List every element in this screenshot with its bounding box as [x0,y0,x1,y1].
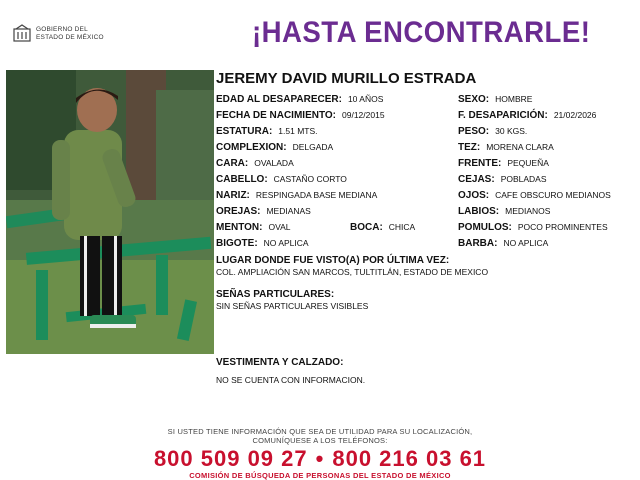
clothing-text: NO SE CUENTA CON INFORMACION. [216,375,366,385]
field-row [216,94,383,105]
field-value: OVALADA [254,158,294,168]
info-line-2: COMUNÍQUESE A LOS TELÉFONOS: [252,436,388,445]
commission-footer: COMISIÓN DE BÚSQUEDA DE PERSONAS DEL ESTADO DE MÉXICO [189,471,451,480]
field-label: CARA: [216,158,249,169]
logo-line-1: GOBIERNO DEL [36,26,88,33]
field-value: CAFE OBSCURO MEDIANOS [495,190,611,200]
field-row [458,158,549,169]
field-row [458,206,550,217]
field-label: COMPLEXION: [216,142,287,153]
field-label: BIGOTE: [216,238,258,249]
field-row [216,222,291,233]
field-label: CEJAS: [458,174,495,185]
field-row [458,190,611,201]
phone-separator: • [315,446,325,471]
info-line-1: SI USTED TIENE INFORMACIÓN QUE SEA DE UTILIDAD PARA SU LOCALIZACIÓN, [167,427,473,436]
field-value: NO APLICA [503,238,549,248]
field-row [458,174,547,185]
field-row [458,126,527,137]
field-value: 09/12/2015 [342,110,385,120]
field-label: ESTATURA: [216,126,273,137]
field-value: RESPINGADA BASE MEDIANA [255,190,378,200]
field-label: TEZ: [458,142,481,153]
last-seen-title: LUGAR DONDE FUE VISTO(A) POR ÚLTIMA VEZ: [216,255,450,266]
field-row [216,126,318,137]
field-label: OREJAS: [216,206,261,217]
field-label: SEXO: [458,94,490,105]
phone-number-2: 800 216 03 61 [332,446,487,471]
field-row [216,110,385,121]
phone-number-1: 800 509 09 27 [153,446,308,471]
field-value: 1.51 MTS. [278,126,318,136]
clothing-title: VESTIMENTA Y CALZADO: [216,357,344,368]
state-logo [12,22,122,48]
last-seen-text: COL. AMPLIACIÓN SAN MARCOS, TULTITLÁN, ESTADO DE MEXICO [216,267,489,277]
field-label: LABIOS: [458,206,500,217]
field-row [216,206,311,217]
field-label: OJOS: [458,190,490,201]
marks-text: SIN SEÑAS PARTICULARES VISIBLES [216,301,369,311]
field-label: MENTON: [216,222,263,233]
field-value: CASTAÑO CORTO [273,174,347,184]
field-row [458,222,608,233]
field-boca [350,222,415,233]
field-value: 21/02/2026 [553,110,597,120]
field-row [458,94,532,105]
field-label: FRENTE: [458,158,502,169]
field-value: OVAL [268,222,291,232]
field-value: MEDIANAS [266,206,311,216]
field-value: CHICA [388,222,416,232]
person-name: JEREMY DAVID MURILLO ESTRADA [216,70,477,87]
field-row [216,190,377,201]
field-value: HOMBRE [495,94,533,104]
field-row [216,174,347,185]
field-value: NO APLICA [263,238,309,248]
phone-banner [0,446,640,472]
field-row [458,110,596,121]
field-label: BARBA: [458,238,498,249]
field-label: PESO: [458,126,490,137]
missing-person-photo [6,70,214,354]
field-value: POBLADAS [500,174,547,184]
field-row [216,158,294,169]
field-label: FECHA DE NACIMIENTO: [216,110,336,121]
field-label: NARIZ: [216,190,250,201]
field-value: POCO PROMINENTES [517,222,608,232]
field-value: 10 AÑOS [347,94,384,104]
field-value: 30 KGS. [495,126,528,136]
field-label: CABELLO: [216,174,268,185]
field-label: POMULOS: [458,222,512,233]
state-seal-icon [12,24,32,44]
field-row [216,238,309,249]
field-label: F. DESAPARICIÓN: [458,110,548,121]
field-label: EDAD AL DESAPARECER: [216,94,342,105]
field-value: MORENA CLARA [486,142,554,152]
field-label: BOCA: [350,222,383,233]
field-value: MEDIANOS [505,206,551,216]
field-row [216,142,333,153]
logo-line-2: ESTADO DE MÉXICO [36,34,104,41]
field-value: DELGADA [292,142,334,152]
field-row [458,238,548,249]
headline: ¡HASTA ENCONTRARLE! [252,16,591,49]
field-value: PEQUEÑA [507,158,549,168]
field-row [458,142,554,153]
marks-title: SEÑAS PARTICULARES: [216,289,335,300]
